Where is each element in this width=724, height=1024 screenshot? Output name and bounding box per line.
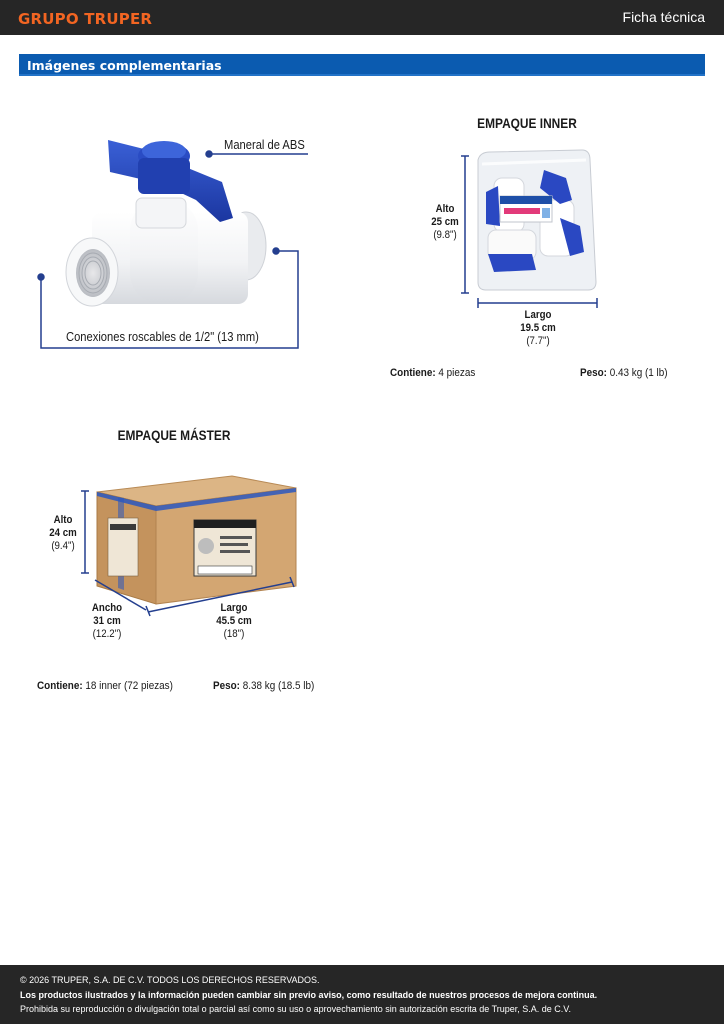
master-height-imperial: (9.4") bbox=[51, 540, 75, 552]
master-contains-value: 18 inner (72 piezas) bbox=[85, 680, 173, 692]
inner-contains-value: 4 piezas bbox=[438, 367, 476, 379]
master-weight-label: Peso: bbox=[213, 680, 240, 692]
master-weight-value: 8.38 kg (18.5 lb) bbox=[242, 680, 315, 692]
master-width-metric: 31 cm bbox=[93, 615, 121, 627]
inner-length-label: Largo bbox=[524, 309, 552, 321]
inner-height-imperial: (9.8") bbox=[433, 229, 457, 241]
footer-copyright: © 2026 TRUPER, S.A. DE C.V. TODOS LOS DERECHOS RESERVADOS. bbox=[20, 975, 320, 985]
footer-disclaimer: Los productos ilustrados y la información pueden cambiar sin previo aviso, como resultado de nuestros procesos de mejora continua. bbox=[20, 990, 598, 1000]
master-height-dimension bbox=[41, 514, 85, 553]
master-width-dimension bbox=[83, 602, 131, 641]
master-width-imperial: (12.2") bbox=[92, 628, 122, 640]
inner-length-metric: 19.5 cm bbox=[520, 322, 556, 334]
connections-callout-label: Conexiones roscables de 1/2" (13 mm) bbox=[66, 329, 259, 344]
master-height-metric: 24 cm bbox=[49, 527, 77, 539]
master-length-dimension bbox=[209, 602, 258, 641]
footer-bar bbox=[0, 965, 724, 1024]
master-contains-label: Contiene: bbox=[37, 680, 83, 692]
master-pack-title: EMPAQUE MÁSTER bbox=[117, 427, 231, 443]
footer-prohibition: Prohibida su reproducción o divulgación total o parcial así como su uso o aprovechamiento sin autorización escrita de Truper, S.A. de C.V. bbox=[20, 1004, 571, 1014]
master-length-imperial: (18") bbox=[223, 628, 245, 640]
master-width-label: Ancho bbox=[91, 602, 123, 614]
section-title: Imágenes complementarias bbox=[27, 58, 222, 73]
inner-pack-title: EMPAQUE INNER bbox=[477, 115, 577, 131]
master-contains bbox=[37, 680, 173, 692]
inner-weight-label: Peso: bbox=[580, 367, 607, 379]
inner-contains-label: Contiene: bbox=[390, 367, 436, 379]
inner-length-imperial: (7.7") bbox=[526, 335, 550, 347]
master-length-label: Largo bbox=[220, 602, 248, 614]
master-weight bbox=[213, 680, 314, 692]
handle-callout-label: Maneral de ABS bbox=[224, 137, 305, 152]
master-height-label: Alto bbox=[53, 514, 73, 526]
inner-weight-value: 0.43 kg (1 lb) bbox=[609, 367, 668, 379]
inner-height-label: Alto bbox=[435, 203, 455, 215]
brand-logo: GRUPO TRUPER bbox=[18, 10, 153, 28]
document-type-label: Ficha técnica bbox=[622, 9, 705, 25]
master-length-metric: 45.5 cm bbox=[216, 615, 252, 627]
inner-height-metric: 25 cm bbox=[431, 216, 459, 228]
